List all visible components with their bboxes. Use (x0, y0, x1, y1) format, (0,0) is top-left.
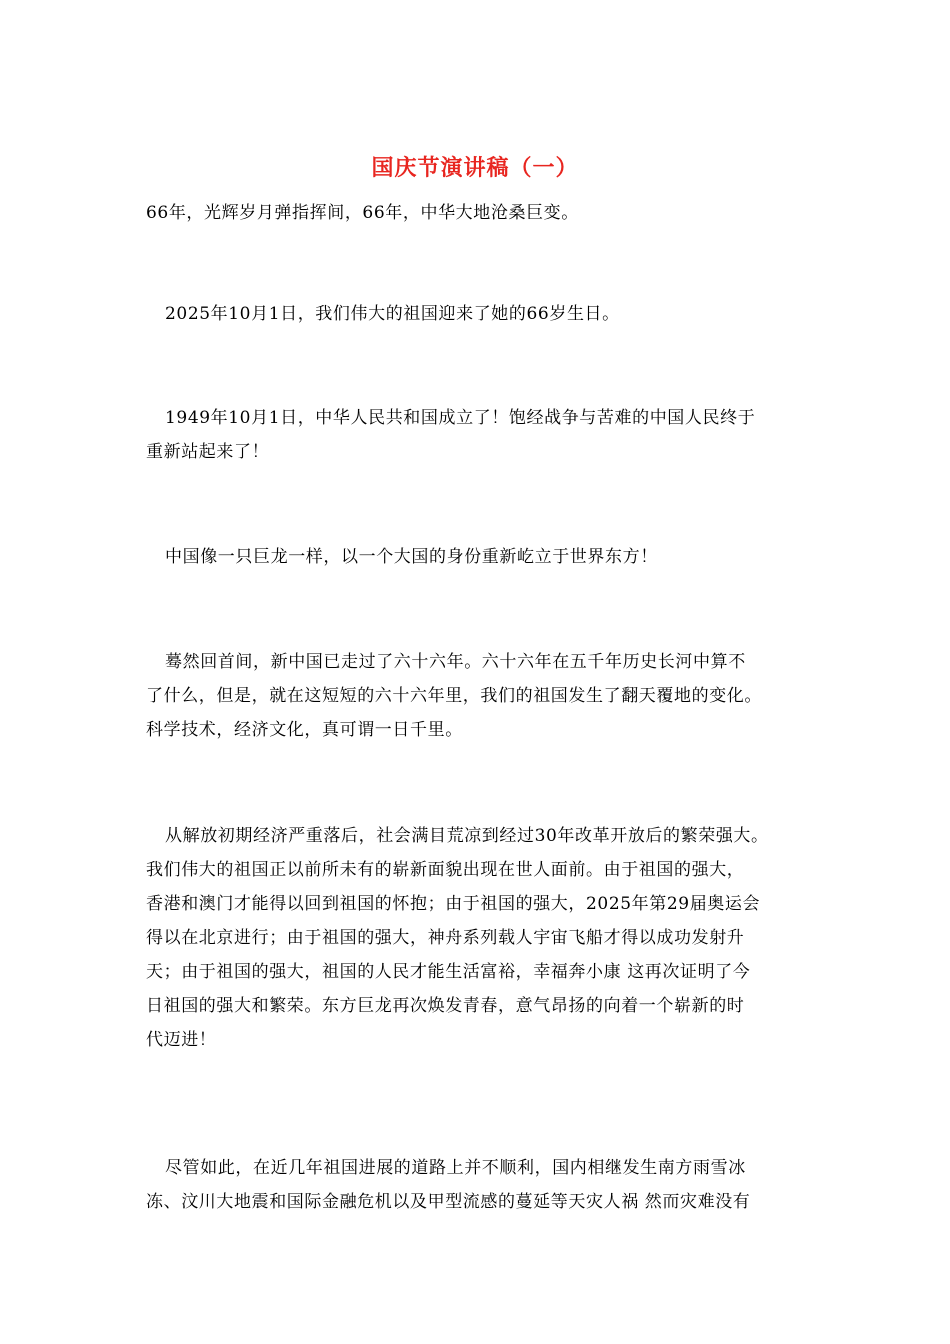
paragraph-1 (146, 196, 818, 230)
paragraph-line: 尽管如此，在近几年祖国进展的道路上并不顺利，国内相继发生南方雨雪冰 (165, 1158, 746, 1178)
paragraph-4 (146, 540, 818, 574)
paragraph-line: 蓦然回首间，新中国已走过了六十六年。六十六年在五千年历史长河中算不 (165, 652, 746, 672)
paragraph-line: 从解放初期经济严重落后，社会满目荒凉到经过30年改革开放后的繁荣强大。 (165, 826, 769, 846)
document-title: 国庆节演讲稿（一） (371, 155, 579, 181)
paragraph-line: 得以在北京进行；由于祖国的强大，神舟系列载人宇宙飞船才得以成功发射升 (146, 928, 745, 948)
paragraph-7 (146, 1151, 818, 1219)
paragraph-line: 天；由于祖国的强大，祖国的人民才能生活富裕，幸福奔小康 这再次证明了今 (146, 962, 751, 982)
paragraph-5 (146, 645, 818, 747)
paragraph-line: 中国像一只巨龙一样，以一个大国的身份重新屹立于世界东方！ (165, 547, 658, 567)
paragraph-2 (146, 297, 818, 331)
paragraph-line: 日祖国的强大和繁荣。东方巨龙再次焕发青春，意气昂扬的向着一个崭新的时 (146, 996, 745, 1016)
paragraph-line: 代迈进！ (146, 1030, 217, 1050)
paragraph-line: 我们伟大的祖国正以前所未有的崭新面貌出现在世人面前。由于祖国的强大， (146, 860, 745, 880)
paragraph-line: 香港和澳门才能得以回到祖国的怀抱；由于祖国的强大，2025年第29届奥运会 (146, 894, 761, 914)
paragraph-3 (146, 401, 818, 469)
paragraph-line: 冻、汶川大地震和国际金融危机以及甲型流感的蔓延等天灾人祸 然而灾难没有 (146, 1192, 751, 1212)
paragraph-line: 重新站起来了！ (146, 442, 270, 462)
paragraph-6 (146, 819, 818, 1057)
paragraph-line: 科学技术，经济文化，真可谓一日千里。 (146, 720, 463, 740)
paragraph-line: 了什么，但是，就在这短短的六十六年里，我们的祖国发生了翻天覆地的变化。 (146, 686, 762, 706)
paragraph-line: 2025年10月1日，我们伟大的祖国迎来了她的66岁生日。 (165, 304, 620, 324)
paragraph-line: 1949年10月1日，中华人民共和国成立了！饱经战争与苦难的中国人民终于 (165, 408, 756, 428)
paragraph-line: 66年，光辉岁月弹指挥间，66年，中华大地沧桑巨变。 (146, 203, 579, 223)
